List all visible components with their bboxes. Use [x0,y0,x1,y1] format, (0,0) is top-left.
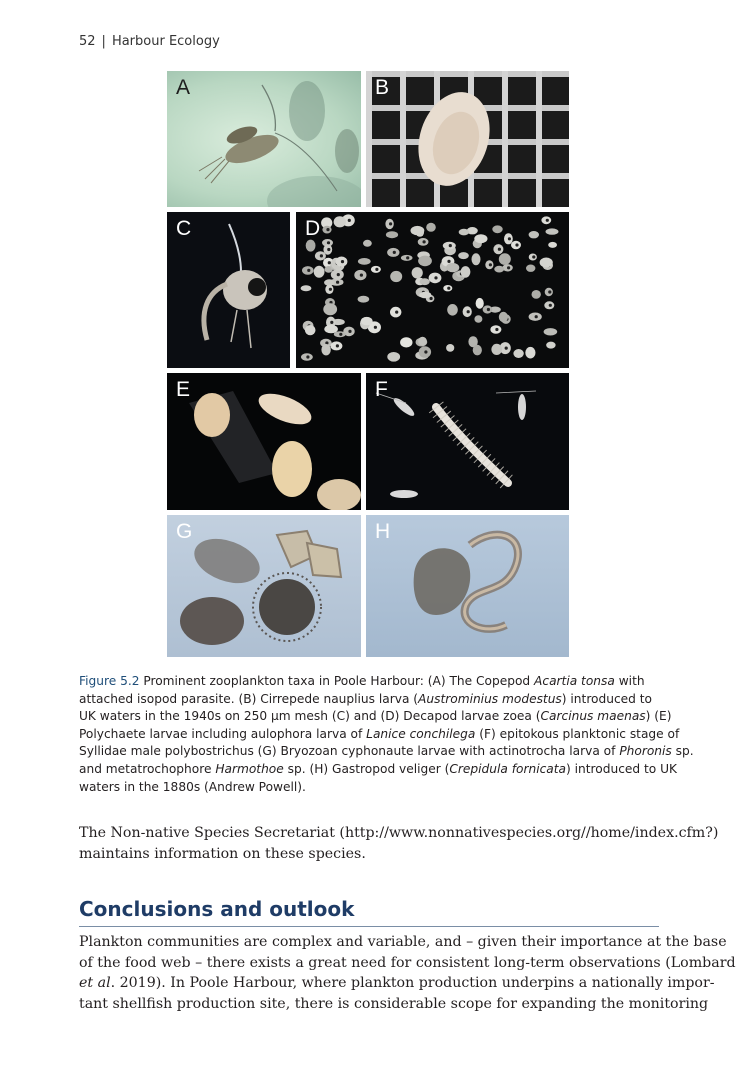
larva-blob [546,342,555,349]
larva-blob [476,298,484,309]
figure-panel-g [167,515,361,657]
larva-blob [532,290,541,299]
larva-eye [423,240,426,243]
larva-eye [498,248,501,251]
larva-blob [529,231,539,238]
larva-blob [386,231,398,238]
larva-eye [487,308,490,311]
larva-blob [390,271,402,282]
panel-label-f: F [375,378,388,401]
larva-blob [418,337,427,346]
larva-eye [327,241,330,244]
larva-blob [420,278,430,285]
larva-eye [326,228,329,231]
larva-eye [348,219,351,222]
figure-panel-a [167,71,361,207]
larva-eye [447,287,450,290]
larva-eye [549,304,552,307]
larva-blob [544,328,558,335]
larva-eye [375,268,378,271]
larva-blob [461,266,471,278]
text-line: Polychaete larvae including aulophora larva of Lanice conchilega (F) epitokous planktonic stage of [79,726,680,741]
larva-blob [419,292,431,299]
polybostrichus-photo [366,373,569,510]
larva-eye [505,347,508,350]
larva-eye [329,288,332,291]
figure-panel-d [296,212,569,368]
larva-eye [339,333,342,336]
text-line: waters in the 1880s (Andrew Powell). [79,779,306,794]
larva-blob [474,315,482,322]
larva-blob [473,345,482,356]
larva-eye [532,255,535,258]
panel-label-g: G [176,520,193,543]
panel-label-h: H [375,520,391,543]
larva-blob [474,234,487,243]
larva-blob [363,240,372,247]
larva-blob [525,347,535,359]
figure-panel-f [366,373,569,510]
larva-blob [548,242,557,248]
larva-eye [489,263,492,266]
polychaete-larvae-photo [167,373,361,510]
larva-eye [430,297,433,300]
larva-blob [458,252,469,259]
larva-blob [540,258,553,268]
figure-panel-c [167,212,290,368]
figure-panel-e [167,373,361,510]
bryozoan-larvae-photo [167,515,361,657]
larva-blob [321,344,330,355]
text-line: maintains information on these species. [79,845,366,862]
larva-eye [546,219,549,222]
larva-eye [348,330,351,333]
larva-eye [337,273,340,276]
larva-blob [358,296,370,303]
nauplius-on-mesh-photo [366,71,569,207]
larva-blob [426,223,436,232]
larva-blob [499,253,511,265]
running-head-separator: | [101,34,106,49]
larva-eye [495,328,498,331]
larva-eye [406,256,409,259]
larva-eye [508,237,511,240]
paragraph-nonnative-secretariat [79,823,719,864]
zoea-swarm-photo [296,212,569,368]
larva-eye [548,290,551,293]
larva-blob [446,344,454,352]
larva-eye [447,260,450,263]
larva-blob [447,304,458,316]
panel-label-d: D [305,217,321,240]
larva-blob [418,256,432,267]
larva-eye [320,254,323,257]
larva-blob [411,226,425,235]
larva-blob [305,325,316,335]
larva-blob [499,312,508,322]
figure-panel-h [366,515,569,657]
larva-eye [330,321,333,324]
heading-rule [79,926,659,927]
panel-label-c: C [176,217,192,240]
larva-eye [449,244,452,247]
larva-eye [389,222,392,225]
larva-blob [324,325,338,333]
running-head [79,34,220,49]
text-line: The Non-native Species Secretariat (http://www.nonnativespecies.org//home/index.cfm?) [79,825,719,841]
larva-eye [467,310,470,313]
larva-blob [314,266,325,278]
larva-eye [336,281,339,284]
larva-blob [301,285,312,291]
text-line: et al. 2019). In Poole Harbour, where plankton production underpins a nationally impor- [79,975,715,991]
section-heading: Conclusions and outlook [79,897,355,921]
text-line: tant shellfish production site, there is considerable scope for expanding the monitoring [79,995,709,1012]
text-line: UK waters in the 1940s on 250 μm mesh (C) and (D) Decapod larvae zoea (Carcinus maenas) (E) [79,709,672,724]
larva-blob [306,240,316,252]
panel-label-e: E [176,378,191,401]
panel-label-b: B [375,76,390,99]
figure-label: Figure 5.2 [79,674,140,688]
larva-eye [507,266,510,269]
paragraph-conclusions [79,932,736,1014]
larva-eye [328,261,331,264]
larva-eye [424,350,427,353]
larva-blob [361,317,373,325]
larva-blob [334,216,346,227]
text-line: and metatrochophore Harmothoe sp. (H) Gastropod veliger (Crepidula fornicata) introduced to UK [79,761,678,776]
copepod-photo [167,71,361,207]
figure-caption [79,673,694,796]
panel-label-a: A [176,76,191,99]
text-line: Plankton communities are complex and variable, and – given their importance at the base [79,934,727,950]
text-line: attached isopod parasite. (B) Cirrepede nauplius larva (Austrominius modestus) introduced to [79,691,653,706]
larva-blob [513,349,523,358]
larva-eye [327,248,330,251]
larva-eye [393,251,396,254]
running-head-title: Harbour Ecology [111,34,220,49]
larva-blob [546,228,559,234]
larva-eye [434,276,437,279]
larva-eye [307,269,310,272]
larva-blob [459,229,469,236]
larva-eye [336,344,339,347]
larva-blob [358,258,371,265]
larva-blob [494,266,504,273]
larva-blob [412,267,423,278]
larva-blob [387,352,400,362]
larva-blob [492,225,502,233]
larva-blob [323,303,337,315]
text-line: of the food web – there exists a great need for consistent long-term observations (Lombard [79,954,736,971]
page-number: 52 [79,34,96,49]
text-line: Syllidae male polybostrichus (G) Bryozoan cyphonaute larvae with actinotrocha larva of Phoronis sp. [79,744,694,759]
larva-blob [446,263,459,272]
larva-eye [306,355,309,358]
larva-eye [395,311,398,314]
larva-eye [535,315,538,318]
gastropod-veliger-photo [366,515,569,657]
larva-eye [515,243,518,246]
larva-eye [341,260,344,263]
larva-blob [526,265,535,272]
larva-blob [491,344,502,355]
larva-blob [400,337,412,347]
larva-eye [374,326,377,329]
larva-blob [472,253,481,265]
text-line: Figure 5.2 Prominent zooplankton taxa in Poole Harbour: (A) The Copepod Acartia tonsa with [79,674,645,688]
figure-panel-b [366,71,569,207]
larva-eye [360,274,363,277]
